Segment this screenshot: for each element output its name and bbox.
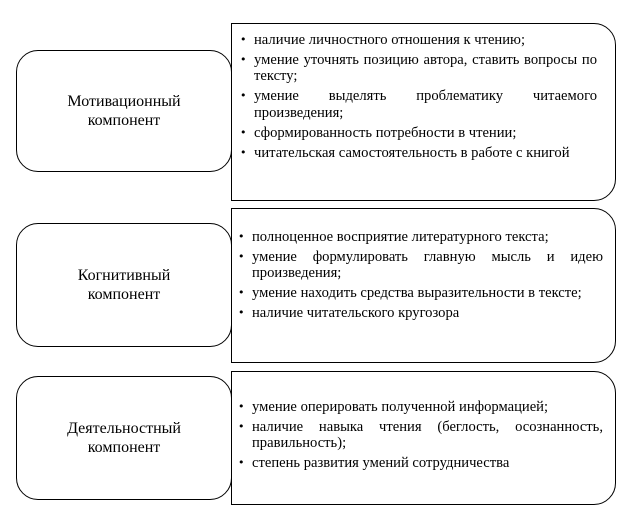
motivational-items-box (231, 23, 616, 201)
bullet-icon: • (238, 400, 245, 413)
list-item: • полноценное восприятие литературного текста; (238, 229, 549, 245)
list-item: • умение находить средства выразительности в тексте; (238, 285, 582, 302)
motivational-component-box (16, 50, 232, 172)
bullet-icon: • (238, 456, 245, 470)
bullet-icon: • (238, 230, 245, 243)
list-item: • умение выделять проблематику читаемого произведения; (240, 88, 597, 121)
motivational-component-label: Мотивационный компонент (67, 93, 181, 129)
bullet-icon: • (240, 89, 247, 103)
bullet-icon: • (240, 145, 247, 159)
list-item: • умение формулировать главную мысль и идею произведения; (238, 248, 603, 282)
bullet-icon: • (238, 249, 245, 263)
list-item: • читательская самостоятельность в работе с книгой (240, 144, 570, 161)
list-item: • сформированность потребности в чтении; (240, 124, 517, 141)
list-item: • наличие навыка чтения (беглость, осознанность, правильность); (238, 418, 603, 452)
activity-items-box (231, 371, 616, 505)
activity-component-box (16, 376, 232, 500)
bullet-icon: • (238, 306, 245, 320)
bullet-icon: • (240, 33, 247, 46)
activity-component-label: Деятельностный компонент (67, 420, 181, 456)
bullet-icon: • (238, 286, 245, 300)
bullet-icon: • (238, 419, 245, 433)
list-item: • наличие читательского кругозора (238, 305, 460, 322)
cognitive-items-box (231, 208, 616, 363)
bullet-icon: • (240, 52, 247, 66)
list-item: • умение уточнять позицию автора, ставить вопросы по тексту; (240, 51, 597, 85)
cognitive-component-box (16, 223, 232, 347)
motivational-items-list (234, 32, 597, 161)
list-item: • умение оперировать полученной информацией; (238, 399, 549, 415)
list-item: • наличие личностного отношения к чтению; (240, 32, 526, 48)
bullet-icon: • (240, 125, 247, 139)
cognitive-component-label: Когнитивный компонент (77, 267, 171, 303)
activity-items-list (232, 399, 603, 472)
cognitive-items-list (232, 229, 603, 322)
list-item: • степень развития умений сотрудничества (238, 455, 510, 472)
